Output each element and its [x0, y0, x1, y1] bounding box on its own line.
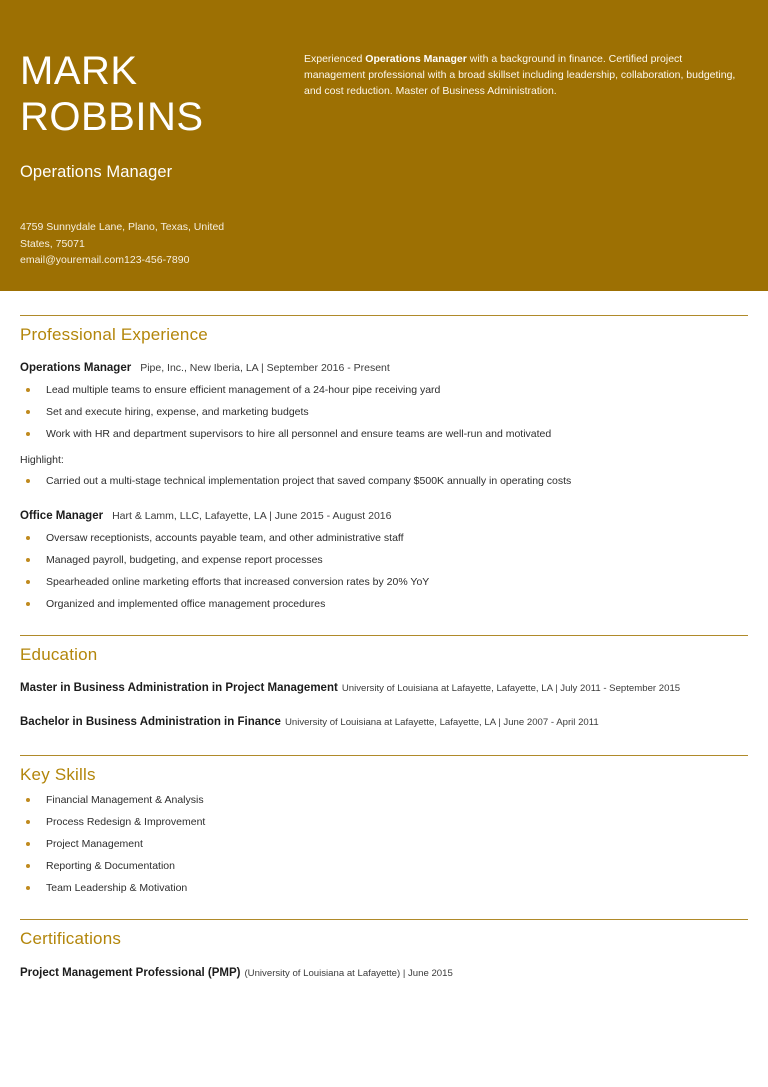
- header-identity-block: [0, 0, 290, 291]
- section-title-skills: Key Skills: [20, 765, 96, 784]
- contact-info: [20, 219, 290, 269]
- name-first: MARK: [20, 49, 138, 93]
- experience-highlight-list: [20, 474, 748, 488]
- education-meta: University of Louisiana at Lafayette, Lafayette, LA | July 2011 - September 2015: [341, 683, 681, 694]
- list-item: Team Leadership & Motivation: [20, 881, 748, 895]
- skills-list: [20, 793, 748, 895]
- summary-text-before: Experienced: [304, 53, 366, 65]
- certification-meta: (University of Louisiana at Lafayette) | June 2015: [244, 968, 453, 979]
- resume-header: [0, 0, 768, 291]
- header-summary-block: [290, 0, 768, 291]
- highlight-label: Highlight:: [20, 454, 64, 466]
- name-last: ROBBINS: [20, 95, 204, 139]
- list-item: Carried out a multi-stage technical implementation project that saved company $500K annually in operating costs: [20, 474, 748, 488]
- experience-job-title: Operations Manager: [20, 362, 132, 374]
- list-item: Set and execute hiring, expense, and marketing budgets: [20, 405, 748, 419]
- professional-summary: [304, 51, 738, 99]
- list-item: Project Management: [20, 837, 748, 851]
- list-item: Financial Management & Analysis: [20, 793, 748, 807]
- candidate-job-title: Operations Manager: [20, 163, 173, 181]
- section-certifications: [20, 919, 748, 982]
- address-line-1: 4759 Sunnydale Lane, Plano, Texas, United: [20, 221, 225, 233]
- section-title-education: Education: [20, 645, 98, 664]
- section-professional-experience: [20, 315, 748, 611]
- education-meta: University of Louisiana at Lafayette, Lafayette, LA | June 2007 - April 2011: [284, 717, 599, 728]
- list-item: Reporting & Documentation: [20, 859, 748, 873]
- summary-highlight-role: Operations Manager: [365, 53, 467, 65]
- section-key-skills: [20, 755, 748, 895]
- section-divider: [20, 315, 748, 316]
- section-education: [20, 635, 748, 731]
- section-divider: [20, 755, 748, 756]
- education-degree: Master in Business Administration in Project Management: [20, 682, 338, 694]
- list-item: Oversaw receptionists, accounts payable team, and other administrative staff: [20, 531, 748, 545]
- resume-body: [0, 315, 768, 982]
- education-entry: [20, 714, 748, 731]
- email-address[interactable]: email@youremail.com: [20, 254, 125, 266]
- experience-entry: [20, 508, 748, 611]
- list-item: Spearheaded online marketing efforts that increased conversion rates by 20% YoY: [20, 575, 748, 589]
- experience-entry-head: [20, 508, 748, 524]
- address-line-2: States, 75071: [20, 237, 85, 250]
- section-divider: [20, 635, 748, 636]
- education-entry: [20, 680, 748, 697]
- experience-bullet-list: [20, 383, 748, 441]
- list-item: Lead multiple teams to ensure efficient management of a 24-hour pipe receiving yard: [20, 383, 748, 397]
- list-item: Managed payroll, budgeting, and expense report processes: [20, 553, 748, 567]
- summary-text-after: with a background in finance. Certified project management professional with a broad skillset including leadership, collaboration, budgeting, and cost reduction. Master of Business Administration.: [304, 53, 736, 97]
- contact-email-phone: [20, 252, 290, 269]
- certification-entry: [20, 965, 748, 982]
- phone-number[interactable]: 123-456-7890: [124, 254, 190, 266]
- section-title-certifications: Certifications: [20, 929, 122, 948]
- certification-name: Project Management Professional (PMP): [20, 967, 241, 979]
- candidate-name: [20, 48, 290, 140]
- section-divider: [20, 919, 748, 920]
- experience-entry: [20, 360, 748, 488]
- experience-job-meta: Pipe, Inc., New Iberia, LA | September 2016 - Present: [140, 362, 390, 374]
- section-title-experience: Professional Experience: [20, 325, 208, 344]
- experience-job-title: Office Manager: [20, 510, 104, 522]
- list-item: Process Redesign & Improvement: [20, 815, 748, 829]
- experience-job-meta: Hart & Lamm, LLC, Lafayette, LA | June 2015 - August 2016: [112, 510, 392, 522]
- experience-bullet-list: [20, 531, 748, 611]
- list-item: Organized and implemented office management procedures: [20, 597, 748, 611]
- experience-entry-head: [20, 360, 748, 376]
- list-item: Work with HR and department supervisors to hire all personnel and ensure teams are well-run and motivated: [20, 427, 748, 441]
- education-degree: Bachelor in Business Administration in Finance: [20, 716, 281, 728]
